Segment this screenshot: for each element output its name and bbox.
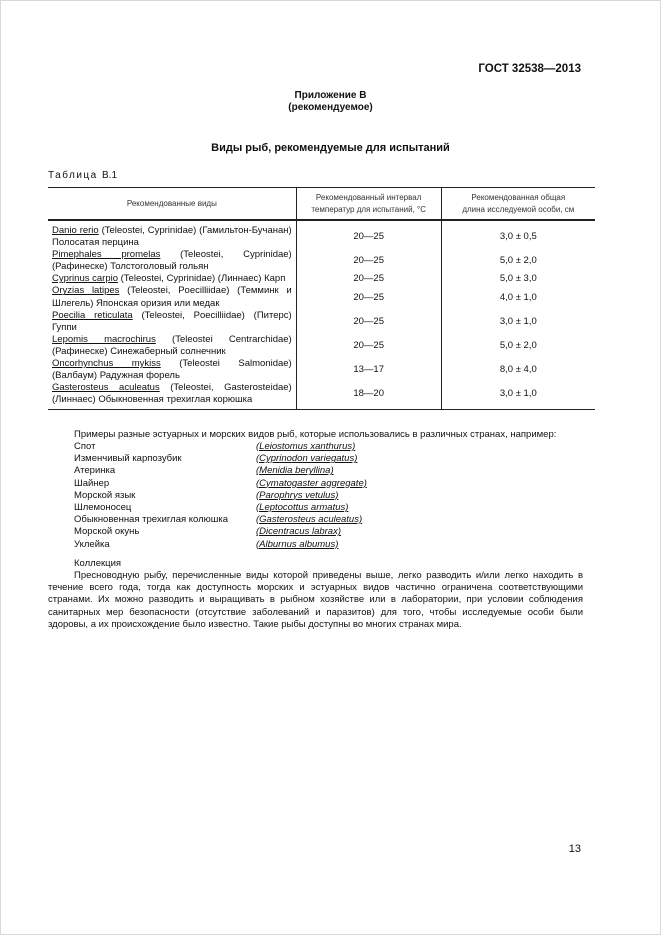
list-item: [74, 514, 367, 526]
fish-latin-name: (Cymatogaster aggregate): [256, 477, 367, 489]
species-scientific-name: Oncorhynchus mykiss: [52, 358, 161, 370]
header-temperature-line2: температур для испытаний, °С: [311, 204, 426, 214]
document-code: ГОСТ 32538—2013: [478, 63, 581, 75]
list-item: [74, 502, 367, 514]
species-description: (Teleostei Centrarchidae) (Рафинеске) Синежаберный солнечник: [52, 333, 292, 357]
collection-title: Коллекция: [74, 558, 122, 569]
examples-intro: Примеры разные эстуарных и морских видов рыб, которые использовались в различных странах, например:: [74, 429, 557, 440]
page-number: 13: [568, 843, 581, 855]
fish-common-name: Морской язык: [74, 489, 136, 501]
table-header-row: [48, 188, 595, 221]
species-scientific-name: Oryzias latipes: [52, 285, 120, 297]
list-item: [74, 526, 367, 538]
appendix-note: (рекомендуемое): [288, 102, 373, 113]
table-row: [48, 273, 595, 285]
temperature-cell: 20—25: [296, 249, 441, 273]
table-caption-number: В.1: [102, 170, 118, 181]
fish-common-name: Морской окунь: [74, 526, 140, 538]
length-cell: 8,0 ± 4,0: [441, 358, 595, 382]
species-description: (Teleostei, Cyprinidae) (Линнаес) Карп: [118, 273, 286, 285]
species-scientific-name: Cyprinus carpio: [52, 273, 118, 285]
fish-latin-name: (Dicentracus labrax): [256, 526, 341, 538]
species-cell: [48, 358, 296, 382]
fish-latin-name: (Menidia beryllina): [256, 465, 334, 477]
fish-latin-name: (Alburnus albumus): [256, 538, 339, 550]
species-cell: [48, 285, 296, 309]
fish-common-name: Изменчивый карпозубик: [74, 453, 182, 465]
length-cell: 5,0 ± 3,0: [441, 273, 595, 285]
length-cell: 3,0 ± 1,0: [441, 310, 595, 334]
species-table: [48, 187, 595, 410]
temperature-cell: 13—17: [296, 358, 441, 382]
header-length: [441, 188, 595, 221]
length-cell: 3,0 ± 0,5: [441, 220, 595, 249]
header-length-line1: Рекомендованная общая: [471, 192, 566, 202]
species-cell: [48, 249, 296, 273]
fish-common-name: Атеринка: [74, 465, 116, 477]
species-description: (Teleostei, Poecilliidae) (Питерс) Гуппи: [52, 309, 292, 333]
list-item: [74, 453, 367, 465]
header-temperature: [296, 188, 441, 221]
list-item: [74, 490, 367, 502]
fish-common-name: Спот: [74, 441, 96, 452]
appendix-heading: [0, 90, 661, 114]
length-cell: 3,0 ± 1,0: [441, 382, 595, 410]
species-cell: [48, 220, 296, 249]
species-cell: [48, 334, 296, 358]
header-temperature-line1: Рекомендованный интервал: [315, 192, 422, 202]
species-cell: [48, 382, 296, 410]
section-title: Виды рыб, рекомендуемые для испытаний: [211, 142, 450, 154]
temperature-cell: 20—25: [296, 220, 441, 249]
species-description: (Teleostei, Gasterosteidae) (Линнаес) Обыкновенная трехиглая корюшка: [52, 382, 292, 406]
table-row: [48, 249, 595, 273]
species-cell: [48, 273, 296, 285]
header-species: Рекомендованные виды: [48, 188, 296, 221]
collection-paragraph: Пресноводную рыбу, перечисленные виды которой приведены выше, легко разводить и/или легко находить в течение всего года, тогда как доступность морских и эстуарных видов частично ограничена соответствующими странами. Их можно разводить и выращивать в рыбном хозяйстве или в лаборатории, при условии соблюдения санитарных мер безопасности (отсутствие заболеваний и паразитов) для того, чтобы исследуемые особи были здоровы, а их происхождение было известно. Такие рыбы доступны во многих странах мира.: [48, 570, 583, 630]
table-row: [48, 382, 595, 410]
temperature-cell: 20—25: [296, 285, 441, 309]
fish-latin-name: (Leptocottus armatus): [256, 501, 349, 513]
fish-common-name: Обыкновенная трехиглая колюшка: [74, 514, 229, 526]
fish-common-name: Шлемоносец: [74, 501, 132, 513]
length-cell: 4,0 ± 1,0: [441, 285, 595, 309]
species-scientific-name: Danio rerio: [52, 225, 99, 236]
species-scientific-name: Lepomis macrochirus: [52, 333, 156, 345]
list-item: [74, 441, 367, 453]
table-caption-label: Таблица: [48, 170, 98, 181]
appendix-title: Приложение В: [294, 90, 367, 101]
temperature-cell: 20—25: [296, 310, 441, 334]
header-length-line2: длина исследуемой особи, см: [462, 204, 575, 214]
species-scientific-name: Gasterosteus aculeatus: [52, 382, 160, 394]
fish-latin-name: (Gasterosteus aculeatus): [256, 514, 363, 526]
list-item: [74, 539, 367, 551]
table-row: [48, 310, 595, 334]
length-cell: 5,0 ± 2,0: [441, 334, 595, 358]
length-cell: 5,0 ± 2,0: [441, 249, 595, 273]
species-scientific-name: Pimephales promelas: [52, 249, 161, 261]
list-item: [74, 478, 367, 490]
species-description: (Teleostei, Cyprinidae) (Гамильтон-Бучанан) Полосатая перцина: [52, 225, 292, 249]
table-row: [48, 285, 595, 309]
temperature-cell: 20—25: [296, 334, 441, 358]
fish-common-name: Уклейка: [74, 538, 110, 550]
species-description: (Teleostei Salmonidae) (Валбаум) Радужная форель: [52, 358, 292, 382]
temperature-cell: 20—25: [296, 273, 441, 285]
species-scientific-name: Poecilia reticulata: [52, 309, 133, 321]
table-row: [48, 358, 595, 382]
table-row: [48, 334, 595, 358]
fish-common-name: Шайнер: [74, 477, 110, 489]
fish-latin-name: (Leiostomus xanthurus): [256, 441, 356, 452]
table-caption: [48, 170, 117, 181]
species-description: (Teleostei, Cyprinidae) (Рафинеске) Толстоголовый гольян: [52, 249, 292, 273]
list-item: [74, 465, 367, 477]
species-description: (Teleostei, Poecilliidae) (Темминк и Шлегель) Японская оризия или медак: [52, 285, 292, 309]
fish-latin-name: (Parophrys vetulus): [256, 489, 339, 501]
temperature-cell: 18—20: [296, 382, 441, 410]
species-cell: [48, 310, 296, 334]
examples-list: [74, 441, 367, 551]
table-row: [48, 220, 595, 249]
fish-latin-name: (Cyprinodon variegatus): [256, 453, 358, 465]
